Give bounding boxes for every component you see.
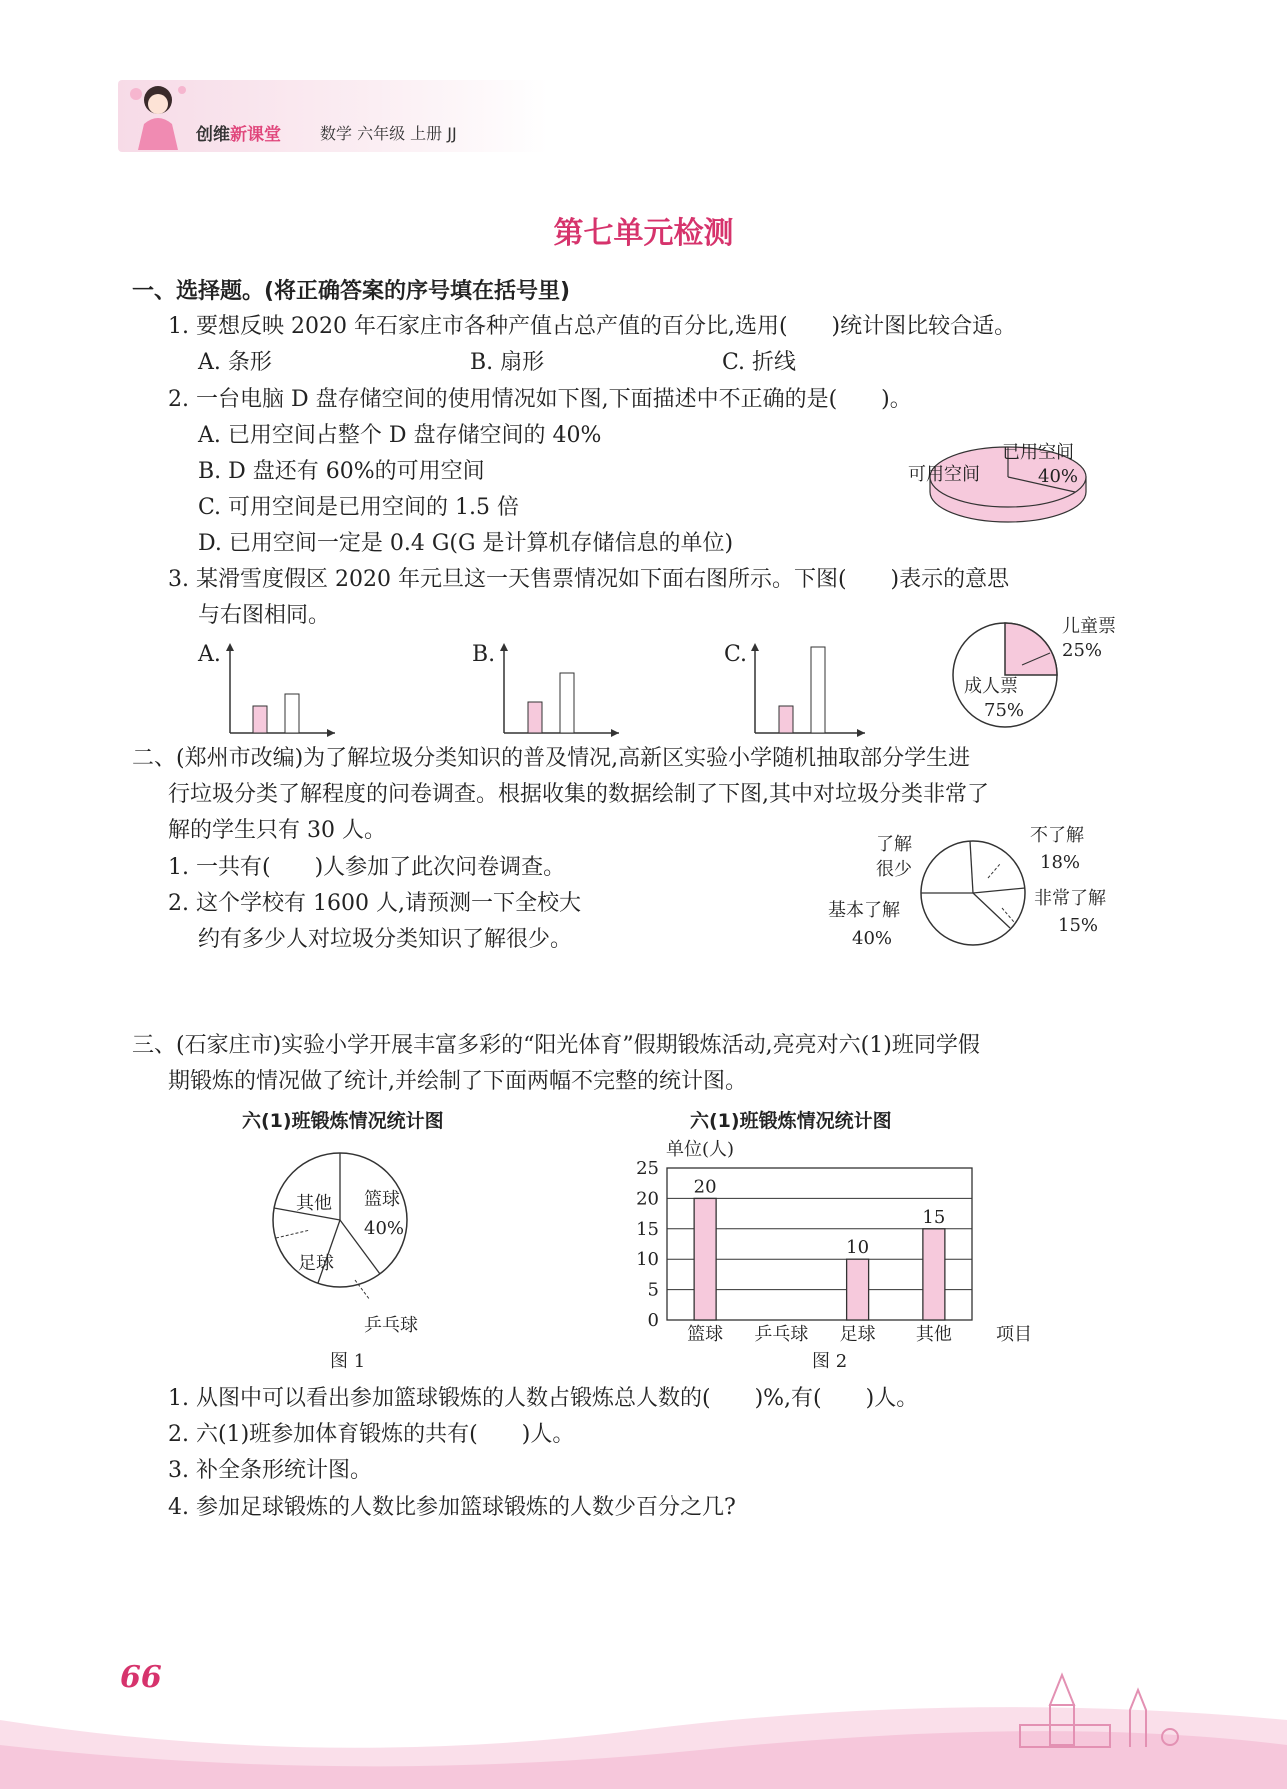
- bar-x-tick-label: 足球: [839, 1324, 876, 1345]
- girl-illustration-icon: [122, 78, 192, 154]
- section3-q1: 1. 从图中可以看出参加篮球锻炼的人数占锻炼总人数的( )%,有( )人。: [168, 1386, 919, 1411]
- pie-used-label: 已用空间: [1002, 442, 1074, 463]
- bar-data-label: 20: [693, 1176, 717, 1198]
- bar-b-adult: [560, 673, 574, 733]
- section2-q2-line2: 约有多少人对垃圾分类知识了解很少。: [198, 927, 573, 952]
- garbage-not-know-pct: 18%: [1040, 852, 1081, 873]
- subject-info: 数学 六年级 上册 JJ: [320, 124, 457, 143]
- ticket-pie-child: [1005, 623, 1057, 675]
- garbage-little-l2: 很少: [876, 859, 912, 880]
- mini-bar-chart-a: [220, 640, 340, 740]
- exercise-other: 其他: [296, 1193, 332, 1214]
- mini-bar-chart-c: [745, 640, 870, 740]
- bar-c-adult: [811, 647, 825, 733]
- garbage-not-know: 不了解: [1030, 825, 1084, 846]
- section2-line3: 解的学生只有 30 人。: [168, 818, 386, 843]
- bar-y-tick-label: 20: [636, 1188, 659, 1210]
- pie-used-pct: 40%: [1038, 466, 1079, 487]
- section3-q2: 2. 六(1)班参加体育锻炼的共有( )人。: [168, 1422, 575, 1447]
- bar-caption: 图 2: [812, 1351, 848, 1372]
- q3-option-b: B.: [472, 642, 496, 667]
- bar-1: [694, 1198, 716, 1320]
- bar-chart-title: 六(1)班锻炼情况统计图: [690, 1110, 892, 1132]
- bar-a-child: [253, 706, 267, 733]
- section2-q1: 1. 一共有( )人参加了此次问卷调查。: [168, 855, 566, 880]
- q3-option-a: A.: [198, 642, 221, 667]
- q2-option-a: A. 已用空间占整个 D 盘存储空间的 40%: [198, 423, 602, 448]
- bar-4: [923, 1229, 945, 1320]
- bar-y-tick-label: 10: [636, 1249, 659, 1271]
- brand-left: 创维: [196, 125, 230, 145]
- bar-x-tick-label: 其他: [915, 1324, 952, 1345]
- bar-y-tick-label: 5: [647, 1279, 659, 1301]
- exercise-pingpong: 乒乓球: [364, 1315, 418, 1336]
- bar-x-tick-label: 乒乓球: [754, 1324, 809, 1345]
- garbage-little-l1: 了解: [876, 834, 912, 855]
- mini-bar-chart-b: [494, 640, 624, 740]
- pie-chart-title: 六(1)班锻炼情况统计图: [242, 1110, 444, 1132]
- q2-text: 2. 一台电脑 D 盘存储空间的使用情况如下图,下面描述中不正确的是( )。: [168, 387, 912, 412]
- bar-data-label: 15: [922, 1206, 946, 1228]
- bar-a-adult: [285, 694, 299, 733]
- page-number: 66: [120, 1660, 162, 1695]
- q2-option-d: D. 已用空间一定是 0.4 G(G 是计算机存储信息的单位): [198, 531, 734, 556]
- section1-heading: 一、选择题。(将正确答案的序号填在括号里): [132, 279, 571, 304]
- bar-data-label: 10: [846, 1237, 870, 1259]
- exercise-basketball-pct: 40%: [364, 1218, 405, 1239]
- q2-option-c: C. 可用空间是已用空间的 1.5 倍: [198, 495, 520, 520]
- q1-option-a: A. 条形: [198, 350, 272, 375]
- garbage-very-pct: 15%: [1058, 915, 1099, 936]
- section3-q3: 3. 补全条形统计图。: [168, 1458, 372, 1483]
- q2-option-b: B. D 盘还有 60%的可用空间: [198, 459, 485, 484]
- page-title: 第七单元检测: [553, 216, 734, 251]
- pie-free-label: 可用空间: [908, 464, 980, 485]
- bar-y-tick-label: 0: [647, 1310, 659, 1331]
- section3-q4: 4. 参加足球锻炼的人数比参加篮球锻炼的人数少百分之几?: [168, 1495, 736, 1520]
- bar-c-child: [779, 706, 793, 733]
- section3-line2: 期锻炼的情况做了统计,并绘制了下面两幅不完整的统计图。: [168, 1069, 747, 1094]
- brand-name: [196, 120, 281, 145]
- bar-y-unit: 单位(人): [666, 1139, 735, 1160]
- exercise-bar-chart: [620, 1158, 1032, 1350]
- bar-x-tick-label: 篮球: [687, 1324, 724, 1345]
- garbage-basic-pct: 40%: [852, 928, 893, 949]
- q1-option-b: B. 扇形: [470, 350, 545, 375]
- garbage-basic: 基本了解: [828, 900, 900, 921]
- garbage-pie: [918, 838, 1028, 948]
- section3-line1: 三、(石家庄市)实验小学开展丰富多彩的“阳光体育”假期锻炼活动,亮亮对六(1)班同学假: [132, 1033, 980, 1058]
- pie-caption: 图 1: [330, 1351, 366, 1372]
- castle-decoration-icon: [1000, 1655, 1190, 1755]
- bar-x-axis-label: 项目: [996, 1324, 1032, 1345]
- exercise-basketball: 篮球: [364, 1189, 400, 1210]
- ticket-adult-pct: 75%: [984, 700, 1025, 721]
- brand-mid: 新课堂: [230, 125, 281, 145]
- bar-y-tick-label: 15: [636, 1218, 659, 1240]
- section2-q2-line1: 2. 这个学校有 1600 人,请预测一下全校大: [168, 891, 581, 916]
- bar-3: [847, 1259, 869, 1320]
- exercise-football: 足球: [298, 1253, 334, 1274]
- q3-text-line2: 与右图相同。: [198, 603, 331, 628]
- q3-text-line1: 3. 某滑雪度假区 2020 年元旦这一天售票情况如下面右图所示。下图( )表示的意思: [168, 567, 1010, 592]
- q3-option-c: C.: [724, 642, 748, 667]
- bar-b-child: [528, 702, 542, 733]
- ticket-adult-label: 成人票: [964, 676, 1018, 697]
- ticket-child-label: 儿童票: [1062, 616, 1116, 637]
- q1-text: 1. 要想反映 2020 年石家庄市各种产值占总产值的百分比,选用( )统计图比较合适。: [168, 314, 1017, 339]
- section2-line1: 二、(郑州市改编)为了解垃圾分类知识的普及情况,高新区实验小学随机抽取部分学生进: [132, 746, 971, 771]
- ticket-child-pct: 25%: [1062, 640, 1103, 661]
- bar-y-tick-label: 25: [636, 1158, 659, 1179]
- garbage-very: 非常了解: [1034, 888, 1106, 909]
- section2-line2: 行垃圾分类了解程度的问卷调查。根据收集的数据绘制了下图,其中对垃圾分类非常了: [168, 782, 989, 807]
- q1-option-c: C. 折线: [722, 350, 797, 375]
